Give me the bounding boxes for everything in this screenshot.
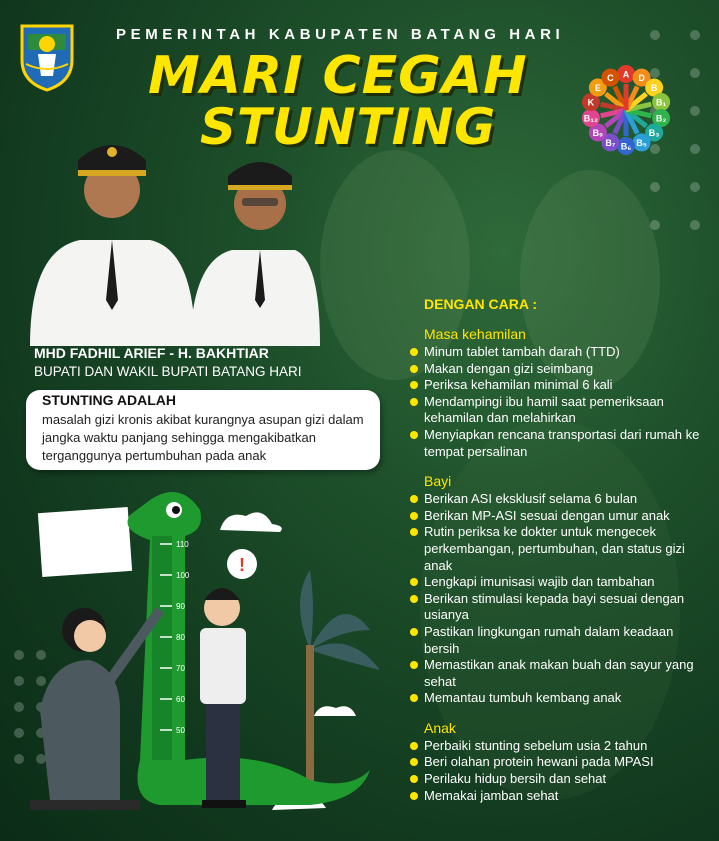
vitamin-label: B₁₂ xyxy=(583,113,599,124)
pregnancy-list xyxy=(408,344,708,460)
vitamin-label: B₁ xyxy=(655,97,667,108)
list-item: Berikan MP-ASI sesuai dengan umur anak xyxy=(408,508,708,525)
cloud-icon xyxy=(220,512,282,532)
scale-tick-label: 60 xyxy=(176,695,185,704)
vitamin-wheel-icon xyxy=(578,62,674,158)
list-item: Rutin periksa ke dokter untuk mengecek perkembangan, pertumbuhan, dan status gizi anak xyxy=(408,524,708,574)
list-item: Memakai jamban sehat xyxy=(408,788,708,805)
paper-chart-icon xyxy=(38,507,132,577)
leader-names: MHD FADHIL ARIEF - H. BAKHTIAR xyxy=(34,345,269,361)
cloud-icon-small xyxy=(314,706,356,716)
leader-left-figure xyxy=(30,145,195,346)
list-item: Makan dengan gizi seimbang xyxy=(408,361,708,378)
scale-tick-label: 110 xyxy=(176,540,189,549)
definition-text: masalah gizi kronis akibat kurangnya asupan gizi dalam jangka waktu panjang sehingga mengakibatkan terganggunya pertumbuhan pada anak xyxy=(42,412,364,463)
palm-plant-icon xyxy=(300,570,380,785)
list-item: Minum tablet tambah darah (TTD) xyxy=(408,344,708,361)
measurement-illustration xyxy=(10,480,400,820)
vitamin-label: B₉ xyxy=(592,127,604,138)
leaders-photo xyxy=(20,130,320,346)
regency-logo-icon xyxy=(18,20,76,92)
government-heading: PEMERINTAH KABUPATEN BATANG HARI xyxy=(116,26,565,43)
child-list xyxy=(408,738,708,804)
baby-list xyxy=(408,491,708,707)
list-item: Memastikan anak makan buah dan sayur yang sehat xyxy=(408,657,708,690)
vitamin-label: E xyxy=(594,83,601,94)
child-figure xyxy=(200,588,246,808)
vitamin-label: B₃ xyxy=(648,127,660,138)
svg-text:!: ! xyxy=(239,555,245,575)
section-title-child: Anak xyxy=(424,719,456,736)
scale-tick-label: 50 xyxy=(176,726,185,735)
vitamin-label: C xyxy=(607,73,614,84)
list-item: Berikan ASI eksklusif selama 6 bulan xyxy=(408,491,708,508)
methods-heading: DENGAN CARA : xyxy=(424,296,538,312)
section-title-pregnancy: Masa kehamilan xyxy=(424,326,526,342)
section-title-baby: Bayi xyxy=(424,473,452,490)
vitamin-label: B₇ xyxy=(605,137,616,148)
list-item: Perilaku hidup bersih dan sehat xyxy=(408,771,708,788)
scale-tick-label: 90 xyxy=(176,602,185,611)
scale-tick-label: 70 xyxy=(176,664,185,673)
scale-tick-label: 80 xyxy=(176,633,185,642)
vitamin-label: B₆ xyxy=(620,141,632,152)
scale-tick-label: 100 xyxy=(176,571,190,580)
list-item: Periksa kehamilan minimal 6 kali xyxy=(408,377,708,394)
list-item: Mendampingi ibu hamil saat pemeriksaan kehamilan dan melahirkan xyxy=(408,394,708,427)
vitamin-label: K xyxy=(587,97,595,108)
vitamin-label: B xyxy=(650,83,658,94)
vitamin-label: D xyxy=(638,73,645,84)
title-line-1: MARI CEGAH xyxy=(148,46,528,106)
vitamin-label: A xyxy=(622,69,630,80)
prevention-methods xyxy=(408,296,708,817)
list-item: Lengkapi imunisasi wajib dan tambahan xyxy=(408,574,708,591)
list-item: Beri olahan protein hewani pada MPASI xyxy=(408,754,708,771)
list-item: Menyiapkan rencana transportasi dari rumah ke tempat persalinan xyxy=(408,427,708,460)
list-item: Berikan stimulasi kepada bayi sesuai dengan usianya xyxy=(408,591,708,624)
leader-right-figure xyxy=(190,162,320,346)
leader-role: BUPATI DAN WAKIL BUPATI BATANG HARI xyxy=(34,364,302,379)
title-line-2: STUNTING xyxy=(200,98,497,156)
list-item: Perbaiki stunting sebelum usia 2 tahun xyxy=(408,738,708,755)
list-item: Pastikan lingkungan rumah dalam keadaan bersih xyxy=(408,624,708,657)
vitamin-label: B₅ xyxy=(636,137,647,148)
vitamin-label: B₂ xyxy=(655,113,667,124)
list-item: Memantau tumbuh kembang anak xyxy=(408,690,708,707)
definition-heading: STUNTING ADALAH xyxy=(42,392,177,408)
